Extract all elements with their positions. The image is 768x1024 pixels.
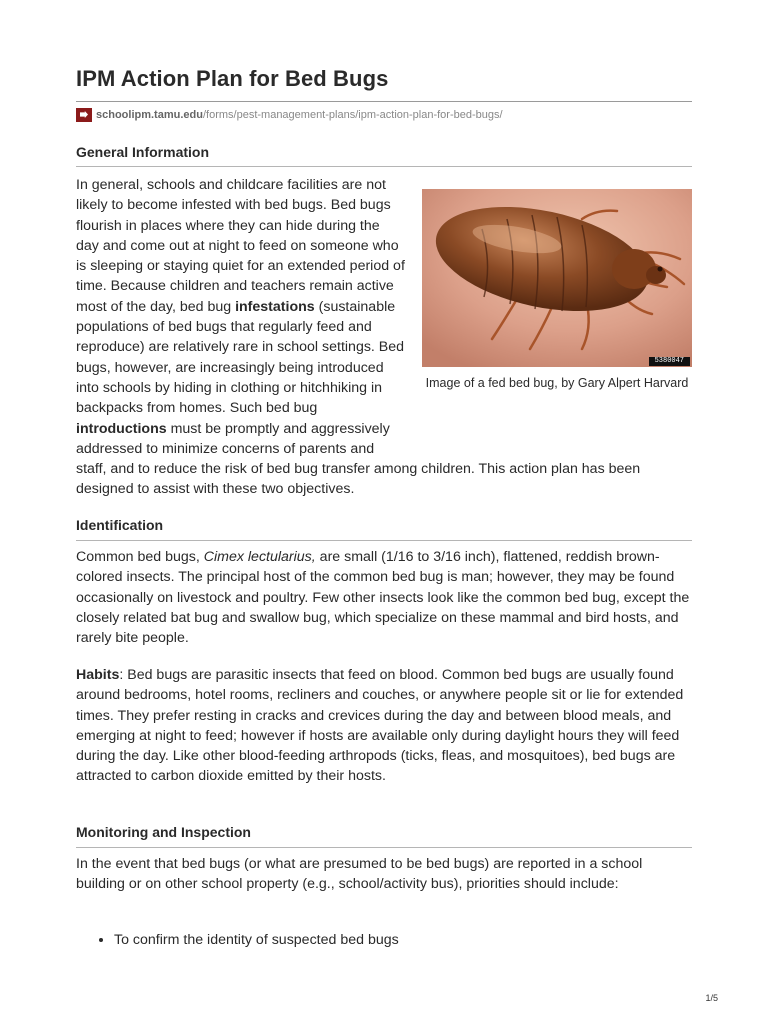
list-item: • To confirm the identity of suspected bed bugs bbox=[114, 930, 399, 950]
section-heading-general: General Information bbox=[76, 144, 210, 160]
page-number: 1/5 bbox=[705, 993, 718, 1003]
section-divider bbox=[76, 540, 692, 541]
image-id-badge: 5380047 bbox=[649, 357, 690, 366]
section-divider bbox=[76, 847, 692, 848]
figure-spacer bbox=[406, 175, 692, 439]
figure-caption: Image of a fed bed bug, by Gary Alpert Harvard bbox=[425, 376, 689, 390]
habits-paragraph: Habits: Bed bugs are parasitic insects that feed on blood. Common bed bugs are usually found around bedrooms, hotel rooms, recliners and couches, or anywhere people sit or lie for extended times. They prefer resting in cracks and crevices during the day and between blood meals, and emerging at night to feed; however if hosts are available only during daylight hours they will feed during the day. Like other blood-feeding arthropods (ticks, fleas, and mosquitoes), bed bugs are attracted to carbon dioxide emitted by their hosts. bbox=[76, 667, 684, 785]
term-infestations: infestations bbox=[235, 298, 315, 315]
section-heading-identification: Identification bbox=[76, 517, 164, 533]
habits-label: Habits bbox=[76, 667, 120, 683]
term-introductions: introductions bbox=[76, 420, 167, 437]
priority-list bbox=[76, 930, 399, 950]
monitoring-paragraph: In the event that bed bugs (or what are presumed to be bed bugs) are reported in a school building or on other school property (e.g., school/activity bus), priorities should include: bbox=[76, 856, 643, 893]
species-name: Cimex lectularius, bbox=[203, 549, 316, 565]
section-divider bbox=[76, 166, 692, 167]
url-domain: schoolipm.tamu.edu bbox=[96, 109, 203, 121]
url-path: /forms/pest-management-plans/ipm-action-plan-for-bed-bugs/ bbox=[202, 109, 503, 121]
section-heading-monitoring: Monitoring and Inspection bbox=[76, 824, 251, 840]
general-paragraph: In general, schools and childcare facilities are not likely to become infested with bed bugs. Bed bugs flourish in places where they can hide during the day and come out at night to feed on someone who is sleeping or staying quiet for an extended period of time. Because children and teachers remain active most of the day, bed bug infestations (sustainable populations of bed bugs that regularly feed and reproduce) are relatively rare in school settings. Bed bugs, however, are increasingly being introduced into schools by hiding in clothing or hitchhiking in backpacks from homes. Such bed bug introductions must be promptly and aggressively addressed to minimize concerns of parents and staff, and to reduce the risk of bed bug transfer among children. This action plan has been designed to assist with these two objectives. bbox=[76, 175, 692, 500]
title-divider bbox=[76, 101, 692, 102]
identification-paragraph: Common bed bugs, Cimex lectularius, are small (1/16 to 3/16 inch), flattened, reddish brown-colored insects. The principal host of the common bed bug is man; however, they may be found occasionally on livestock and poultry. Few other insects look like the common bed bug, except the closely related bat bug and swallow bug, which specialize on these mammal and bird hosts, and rarely bite people. bbox=[76, 549, 690, 647]
source-url[interactable] bbox=[76, 107, 503, 123]
site-favicon-icon bbox=[76, 108, 92, 122]
page-title: IPM Action Plan for Bed Bugs bbox=[76, 66, 389, 91]
